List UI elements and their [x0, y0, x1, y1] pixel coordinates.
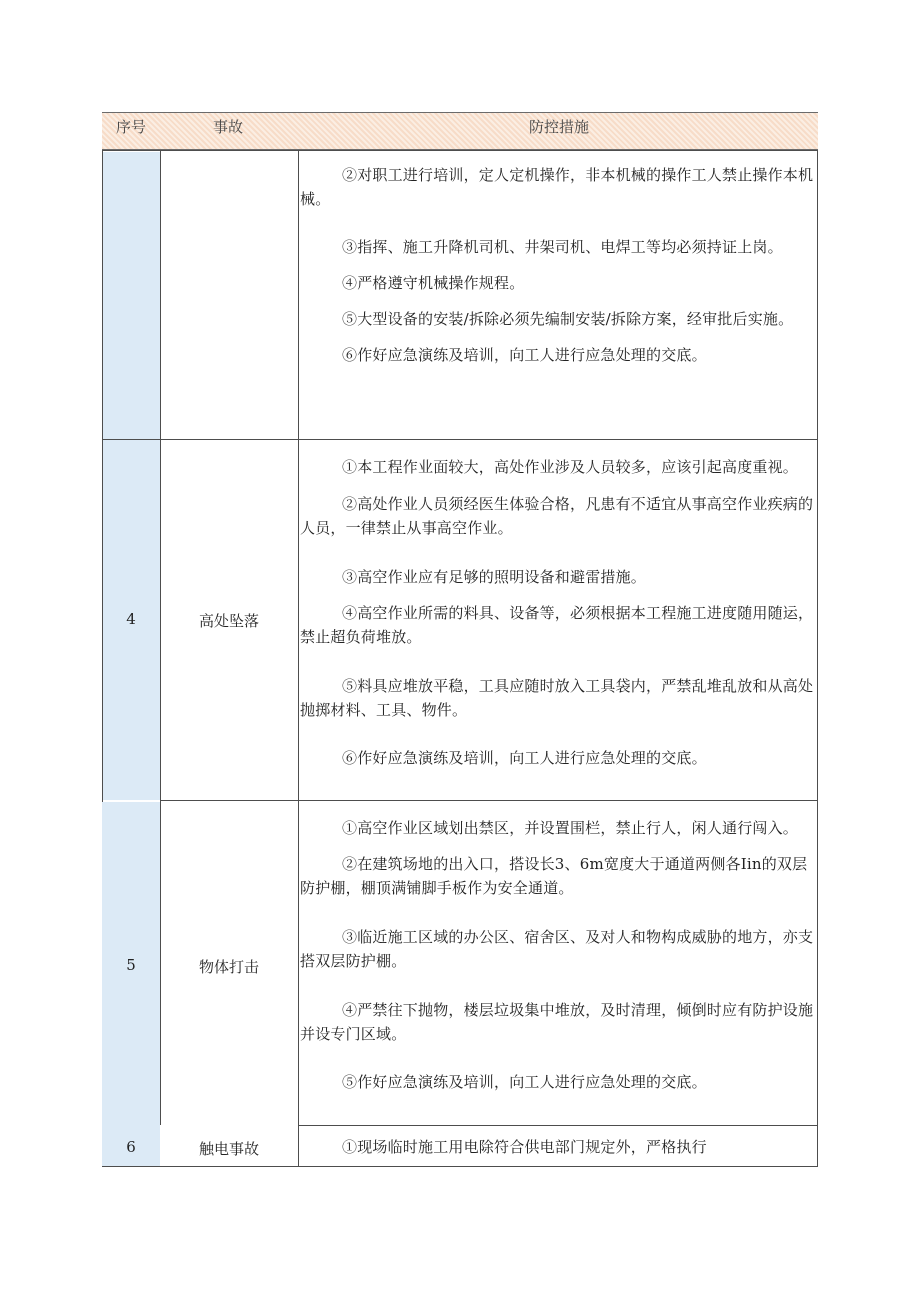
table-header	[102, 112, 818, 150]
row-accident: 触电事故	[198, 1140, 259, 1158]
measure-item: ④高空作业所需的料具、设备等，必须根据本工程施工进度随用随运，禁止超负荷堆放。	[300, 604, 814, 646]
measure-item: ④严禁往下抛物，楼层垃圾集中堆放，及时清理，倾倒时应有防护设施并设专门区域。	[300, 1001, 814, 1043]
table-border	[160, 150, 161, 1125]
measure-item: ⑥作好应急演练及培训，向工人进行应急处理的交底。	[342, 749, 707, 767]
measure-item: ⑥作好应急演练及培训，向工人进行应急处理的交底。	[342, 346, 707, 364]
measure-item: ①本工程作业面较大，高处作业涉及人员较多，应该引起高度重视。	[342, 458, 799, 476]
header-seq: 序号	[116, 118, 147, 136]
measure-item: ③临近施工区域的办公区、宿舍区、及对人和物构成威胁的地方，亦支搭双层防护棚。	[300, 928, 814, 970]
table-border	[102, 150, 103, 802]
measure-item: ⑤作好应急演练及培训，向工人进行应急处理的交底。	[342, 1073, 707, 1091]
measure-item: ①高空作业区域划出禁区，并设置围栏，禁止行人，闲人通行闯入。	[342, 819, 799, 837]
measure-item: ①现场临时施工用电除符合供电部门规定外，严格执行	[342, 1138, 707, 1156]
row-accident: 物体打击	[198, 958, 259, 976]
table-border	[102, 1166, 818, 1167]
measure-item: ②对职工进行培训，定人定机操作，非本机械的操作工人禁止操作本机械。	[300, 166, 814, 208]
table-border	[102, 150, 818, 151]
measure-item: ③高空作业应有足够的照明设备和避雷措施。	[342, 568, 647, 586]
row-seq: 5	[126, 956, 136, 974]
row-seq: 4	[126, 610, 136, 628]
measure-item: ②在建筑场地的出入口，搭设长3、6m宽度大于通道两侧各Iin的双层防护棚，棚顶满铺脚手板作为安全通道。	[300, 855, 808, 897]
header-accident: 事故	[213, 118, 244, 136]
measure-item: ②高处作业人员须经医生体验合格，凡患有不适宜从事高空作业疾病的人员，一律禁止从事高空作业。	[300, 495, 814, 537]
measure-item: ⑤料具应堆放平稳，工具应随时放入工具袋内，严禁乱堆乱放和从高处抛掷材料、工具、物件。	[300, 677, 814, 719]
measure-item: ③指挥、施工升降机司机、井架司机、电焊工等均必须持证上岗。	[342, 238, 783, 256]
header-measures: 防控措施	[529, 118, 590, 136]
measure-item: ④严格遵守机械操作规程。	[342, 274, 525, 292]
row-seq: 6	[126, 1138, 136, 1156]
seq-column-shade	[102, 152, 160, 800]
table-border	[298, 1125, 818, 1126]
table-border	[298, 150, 299, 1166]
table-border	[160, 800, 818, 801]
table-border	[102, 439, 818, 440]
measure-item: ⑤大型设备的安装/拆除必须先编制安装/拆除方案，经审批后实施。	[342, 310, 794, 328]
row-accident: 高处坠落	[198, 612, 259, 630]
seq-column-shade	[102, 802, 160, 1166]
